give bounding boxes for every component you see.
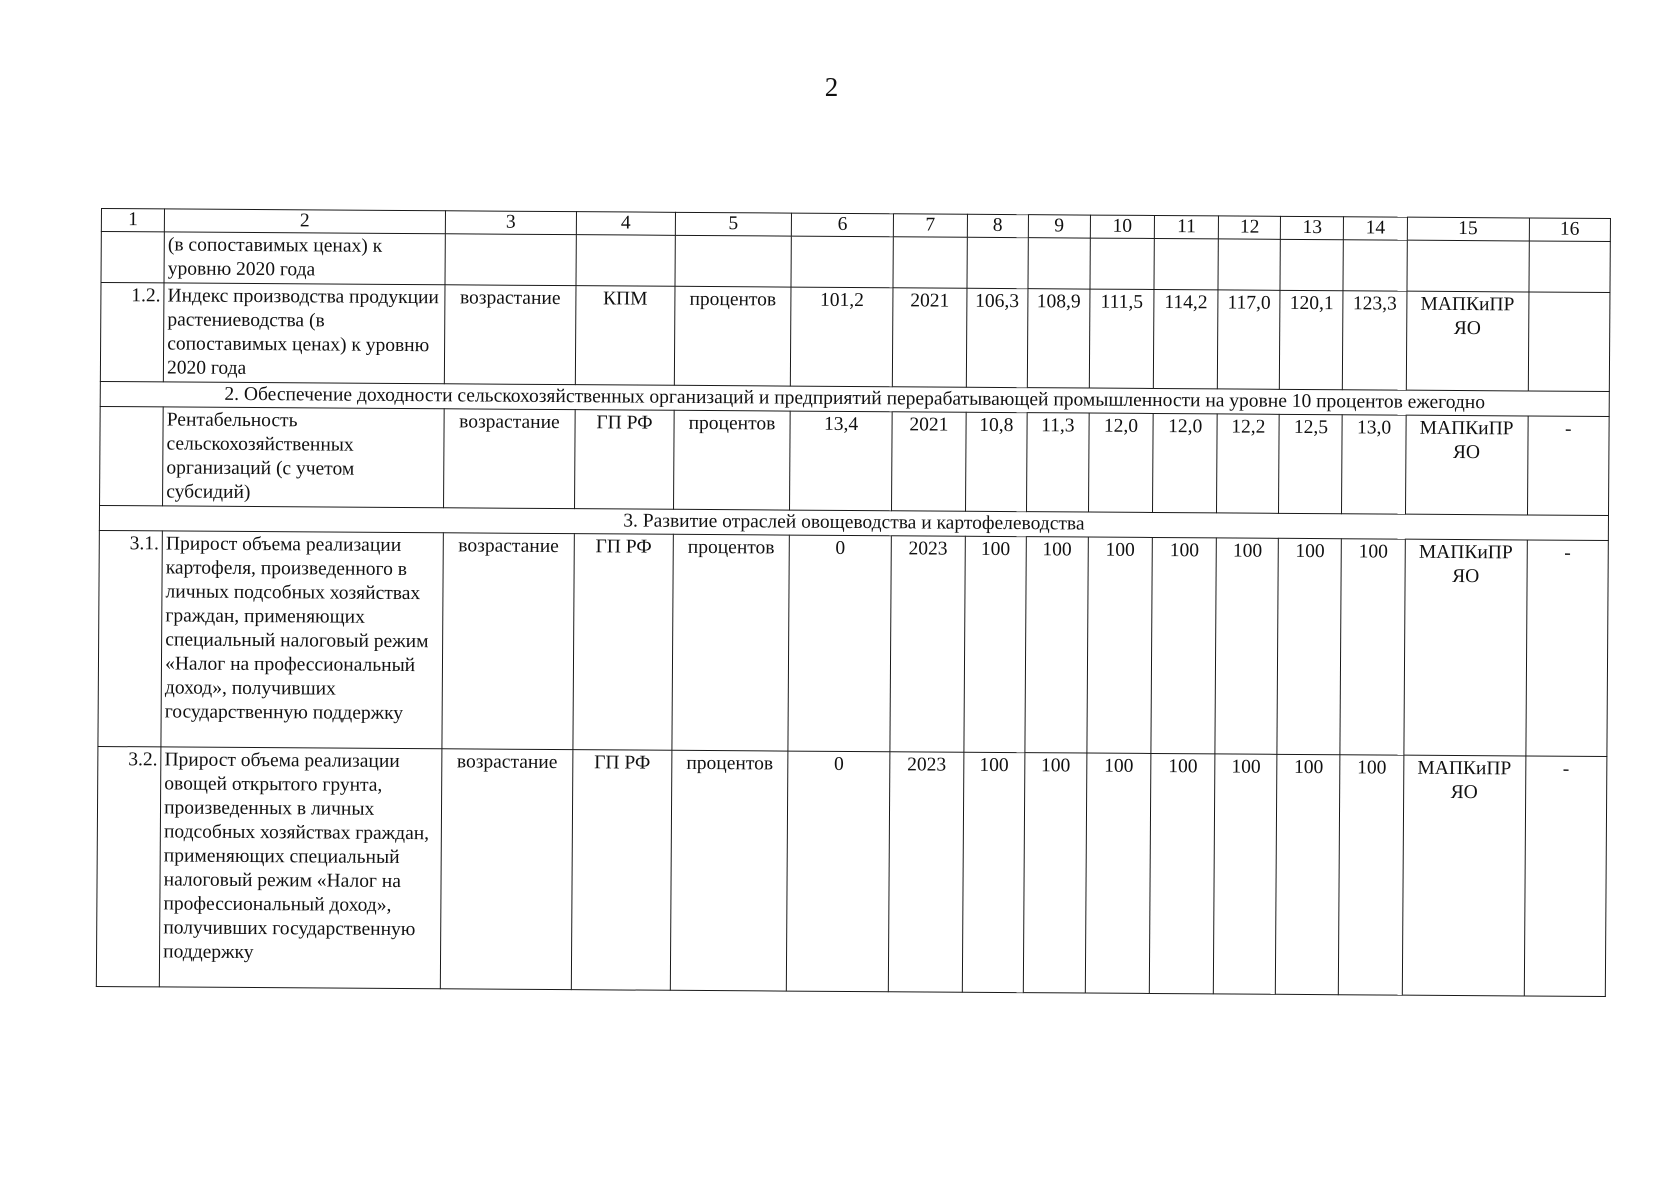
header-cell: 13	[1281, 216, 1344, 239]
value-cell: 106,3	[966, 288, 1028, 387]
unit-cell: процентов	[670, 750, 788, 991]
section-title: 2. Обеспечение доходности сельскохозяйственных организаций и предприятий перерабатывающей промышленности на уровне 10 процентов ежегодно	[100, 381, 1609, 416]
value-cell: 100	[1151, 537, 1217, 753]
value-cell: 100	[1276, 754, 1341, 994]
value-cell: 100	[962, 752, 1025, 992]
header-cell: 15	[1407, 217, 1529, 241]
indicators-table-wrap	[96, 208, 1611, 997]
value-cell: 12,0	[1153, 413, 1218, 512]
header-cell: 3	[445, 211, 577, 235]
responsible-cell: МАПКиПР ЯО	[1405, 415, 1528, 515]
row-number	[100, 406, 164, 505]
direction-cell: возрастание	[440, 749, 573, 990]
indicators-table	[96, 208, 1611, 997]
value-cell: 12,2	[1217, 414, 1280, 513]
indicator-name: Индекс производства продукции растениеводства (в сопоставимых ценах) к уровню 2020 года	[163, 283, 444, 384]
header-cell: 4	[576, 212, 675, 236]
base-value-cell: 0	[788, 535, 891, 752]
col16-cell: -	[1524, 756, 1607, 997]
indicator-name: Прирост объема реализации овощей открытого грунта, произведенных в личных подсобных хозяйствах граждан, применяющих специальный налоговый режим «Налог на профессиональный доход», получивших государственную поддержку	[159, 747, 441, 989]
header-cell: 8	[967, 214, 1028, 237]
header-cell: 14	[1344, 217, 1407, 240]
unit-cell: процентов	[672, 534, 790, 751]
indicator-name: Прирост объема реализации картофеля, произведенного в личных подсобных хозяйствах граждан, применяющих специальный налоговый режим «Налог на профессиональный доход», получивших государственную поддержку	[161, 531, 443, 749]
type-cell: ГП РФ	[573, 534, 673, 751]
base-year-cell: 2023	[888, 752, 963, 992]
value-cell: 111,5	[1089, 289, 1154, 388]
row-number	[101, 232, 164, 283]
value-cell: 100	[1339, 755, 1404, 995]
value-cell: 100	[1277, 538, 1342, 754]
table-row	[100, 406, 1610, 515]
direction-cell: возрастание	[443, 409, 575, 509]
section-title: 3. Развитие отраслей овощеводства и картофелеводства	[99, 505, 1608, 540]
value-cell: 108,9	[1027, 289, 1090, 388]
value-cell: 13,0	[1342, 415, 1406, 514]
col16-cell	[1528, 292, 1610, 392]
indicator-name: (в сопоставимых ценах) к уровню 2020 года	[164, 232, 445, 285]
unit-cell: процентов	[673, 410, 790, 510]
value-cell: 120,1	[1280, 290, 1344, 389]
direction-cell: возрастание	[444, 285, 576, 385]
page-number: 2	[824, 72, 839, 102]
value-cell: 12,5	[1279, 414, 1343, 513]
value-cell: 100	[1087, 537, 1153, 753]
indicator-name: Рентабельность сельскохозяйственных организаций (с учетом субсидий)	[163, 407, 444, 508]
responsible-cell: МАПКиПР ЯО	[1402, 755, 1526, 996]
header-cell: 12	[1219, 216, 1281, 239]
header-cell: 7	[893, 214, 967, 237]
value-cell: 117,0	[1218, 290, 1281, 389]
row-number: 1.2.	[100, 283, 164, 382]
value-cell: 100	[1085, 753, 1151, 993]
base-year-cell: 2021	[891, 412, 965, 511]
value-cell: 100	[1340, 539, 1405, 755]
unit-cell: процентов	[674, 286, 791, 386]
value-cell: 100	[1149, 753, 1215, 993]
header-cell: 9	[1028, 215, 1090, 238]
value-cell: 11,3	[1026, 413, 1089, 512]
value-cell: 114,2	[1153, 289, 1218, 388]
value-cell: 100	[1214, 754, 1278, 994]
direction-cell: возрастание	[441, 533, 574, 750]
row-number: 3.2.	[96, 746, 161, 986]
type-cell: ГП РФ	[571, 750, 671, 991]
header-cell: 5	[675, 212, 792, 236]
value-cell: 100	[964, 536, 1026, 752]
table-row	[98, 530, 1608, 756]
table-row	[100, 283, 1610, 392]
header-cell: 16	[1529, 218, 1611, 242]
col16-cell: -	[1527, 416, 1609, 516]
base-value-cell: 0	[787, 751, 890, 992]
base-value-cell: 13,4	[790, 411, 892, 511]
base-value-cell: 101,2	[791, 287, 893, 387]
header-cell: 10	[1090, 215, 1154, 238]
value-cell: 100	[1023, 753, 1087, 993]
responsible-cell: МАПКиПР ЯО	[1403, 539, 1526, 756]
header-cell: 6	[792, 213, 894, 237]
table-row	[96, 746, 1607, 996]
base-year-cell: 2023	[890, 536, 965, 752]
value-cell: 10,8	[965, 412, 1027, 511]
row-number: 3.1.	[98, 530, 163, 746]
responsible-cell: МАПКиПР ЯО	[1406, 291, 1529, 391]
value-cell: 100	[1025, 537, 1088, 753]
type-cell: КПМ	[575, 286, 674, 386]
header-cell: 2	[164, 209, 445, 234]
value-cell: 123,3	[1343, 291, 1407, 390]
col16-cell: -	[1525, 540, 1608, 757]
value-cell: 100	[1215, 538, 1278, 754]
value-cell: 12,0	[1088, 413, 1153, 512]
header-cell: 1	[101, 209, 164, 232]
type-cell: ГП РФ	[575, 410, 674, 510]
base-year-cell: 2021	[892, 288, 966, 387]
header-cell: 11	[1154, 215, 1218, 238]
